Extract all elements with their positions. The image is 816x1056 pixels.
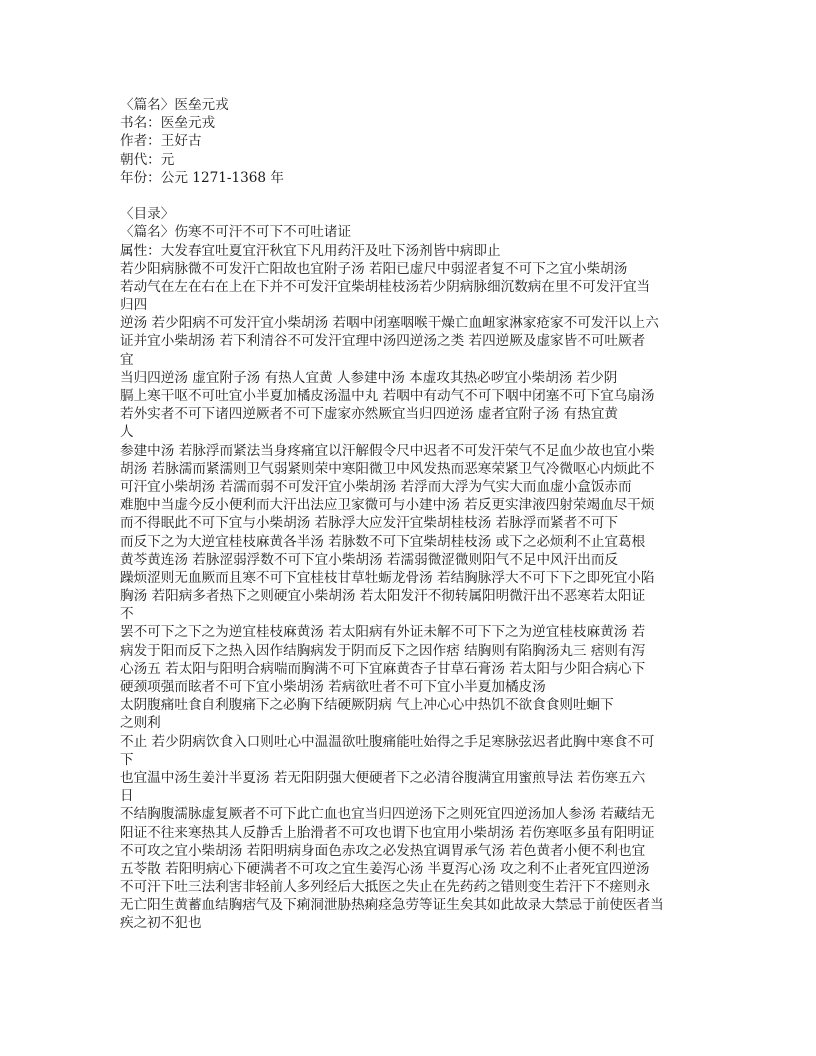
text-line: 而反下之为大逆宜桂枝麻黄各半汤 若脉数不可下宜柴胡桂枝汤 或下之必烦利不止宜葛根 <box>120 533 646 550</box>
text-line: 年份：公元 1271-1368 年 <box>120 169 284 186</box>
text-line: 罢不可下之下之为逆宜桂枝麻黄汤 若太阳病有外证未解不可下下之为逆宜桂枝麻黄汤 若 <box>120 624 646 641</box>
text-line: 归四 <box>120 297 148 314</box>
text-line: 胡汤 若脉濡而紧濡则卫气弱紧则荣中寒阳微卫中风发热而恶寒荣紧卫气冷微呕心内烦此不 <box>120 460 655 477</box>
text-line: 不止 若少阴病饮食入口则吐心中温温欲吐腹痛能吐始得之手足寒脉弦迟者此胸中寒食不可 <box>120 733 655 750</box>
text-line: 若少阳病脉微不可发汗亡阳故也宜附子汤 若阳已虚尺中弱涩者复不可下之宜小柴胡汤 <box>120 260 628 277</box>
text-line: 若动气在左在右在上在下并不可发汗宜柴胡桂枝汤若少阴病脉细沉数病在里不可发汗宜当 <box>120 278 651 295</box>
text-line: 可汗宜小柴胡汤 若濡而弱不可发汗宜小柴胡汤 若浮而大浮为气实大而血虚小盒饭赤而 <box>120 478 632 495</box>
text-line: 宜 <box>120 351 134 368</box>
text-line: 躁烦涩则无血厥而且寒不可下宜桂枝甘草牡蛎龙骨汤 若结胸脉浮大不可下下之即死宜小陷 <box>120 569 655 586</box>
text-line: 也宜温中汤生姜汁半夏汤 若无阳阴强大便硬者下之必清谷腹满宜用蜜煎导法 若伤寒五六 <box>120 769 646 786</box>
text-line: 硬颈项强而眩者不可下宜小柴胡汤 若病欲吐者不可下宜小半夏加橘皮汤 <box>120 679 546 695</box>
text-line: 朝代：元 <box>120 151 175 168</box>
text-line: 病发于阳而反下之热入因作结胸病发于阴而反下之因作痞 结胸则有陷胸汤丸三 痞则有泻 <box>120 642 646 659</box>
text-line: 无亡阳生黄蓄血结胸痞气及下痢洞泄胁热痢痉急劳等证生矣其如此故录大禁忌于前使医者当 <box>120 897 664 914</box>
text-line: 下 <box>120 751 134 768</box>
text-line: 若外实者不可下诸四逆厥者不可下虚家亦然厥宜当归四逆汤 虚者宜附子汤 有热宜黄 <box>120 406 619 423</box>
text-line: 当归四逆汤 虚宜附子汤 有热人宜黄 人参建中汤 本虚攻其热必哕宜小柴胡汤 若少阴 <box>120 369 618 386</box>
text-line: 作者：王好古 <box>120 133 202 150</box>
text-line: 日 <box>120 788 134 805</box>
text-line: 五苓散 若阳明病心下硬满者不可攻之宜生姜泻心汤 半夏泻心汤 攻之利不止者死宜四逆汤 <box>120 860 650 877</box>
text-line: 太阴腹痛吐食自利腹痛下之必胸下结硬厥阴病 气上冲心心中热饥不欲食食则吐蛔下 <box>120 697 614 714</box>
text-line: 疾之初不犯也 <box>120 915 202 932</box>
text-line: 〈篇名〉医垒元戎 <box>120 97 229 113</box>
text-line: 人 <box>120 424 134 441</box>
text-line: 书名：医垒元戎 <box>120 115 216 132</box>
text-line: 膈上寒干呕不可吐宜小半夏加橘皮汤温中丸 若咽中有动气不可下咽中闭塞不可下宜乌扇汤 <box>120 388 655 404</box>
text-line: 心汤五 若太阳与阳明合病喘而胸满不可下宜麻黄杏子甘草石膏汤 若太阳与少阳合病心下 <box>120 660 646 677</box>
blank-line <box>120 187 710 205</box>
document-page <box>120 96 710 933</box>
text-line: 不可汗下吐三法利害非轻前人多列经后大抵医之失止在先药药之错则变生若汗下不瘥则永 <box>120 879 651 896</box>
text-line: 难胞中当虚今反小便利而大汗出法应卫家微可与小建中汤 若反更实津液四射荣竭血尽干烦 <box>120 497 655 514</box>
text-line: 之则利 <box>120 715 161 732</box>
text-line: 参建中汤 若脉浮而紧法当身疼痛宜以汗解假令尺中迟者不可发汗荣气不足血少故也宜小柴 <box>120 442 655 459</box>
text-line: 黄芩黄连汤 若脉涩弱浮数不可下宜小柴胡汤 若濡弱微涩微则阳气不足中风汗出而反 <box>120 551 619 568</box>
text-line: 不结胸腹濡脉虚复厥者不可下此亡血也宜当归四逆汤下之则死宜四逆汤加人参汤 若藏结无 <box>120 806 655 823</box>
text-line: 而不得眠此不可下宜与小柴胡汤 若脉浮大应发汗宜柴胡桂枝汤 若脉浮而紧者不可下 <box>120 515 619 532</box>
text-line: 逆汤 若少阳病不可发汗宜小柴胡汤 若咽中闭塞咽喉干燥亡血衄家淋家疮家不可发汗以上六 <box>120 315 659 332</box>
text-line: 〈篇名〉伤寒不可汗不可下不可吐诸证 <box>120 224 352 241</box>
text-line: 阳证不往来寒热其人反静舌上胎滑者不可攻也谓下也宜用小柴胡汤 若伤寒呕多虽有阳明证 <box>120 824 655 841</box>
text-line: 属性：大发春宜吐夏宜汗秋宜下凡用药汗及吐下汤剂皆中病即止 <box>120 242 501 259</box>
text-line: 不 <box>120 606 134 623</box>
text-line: 〈目录〉 <box>120 206 175 223</box>
text-line: 胸汤 若阳病多者热下之则硬宜小柴胡汤 若太阳发汗不彻转属阳明微汗出不恶寒若太阳证 <box>120 588 646 605</box>
text-line: 不可攻之宜小柴胡汤 若阳明病身面色赤攻之必发热宜调胃承气汤 若色黄者小便不利也宜 <box>120 842 646 859</box>
text-line: 证并宜小柴胡汤 若下利清谷不可发汗宜理中汤四逆汤之类 若四逆厥及虚家皆不可吐厥者 <box>120 333 646 350</box>
